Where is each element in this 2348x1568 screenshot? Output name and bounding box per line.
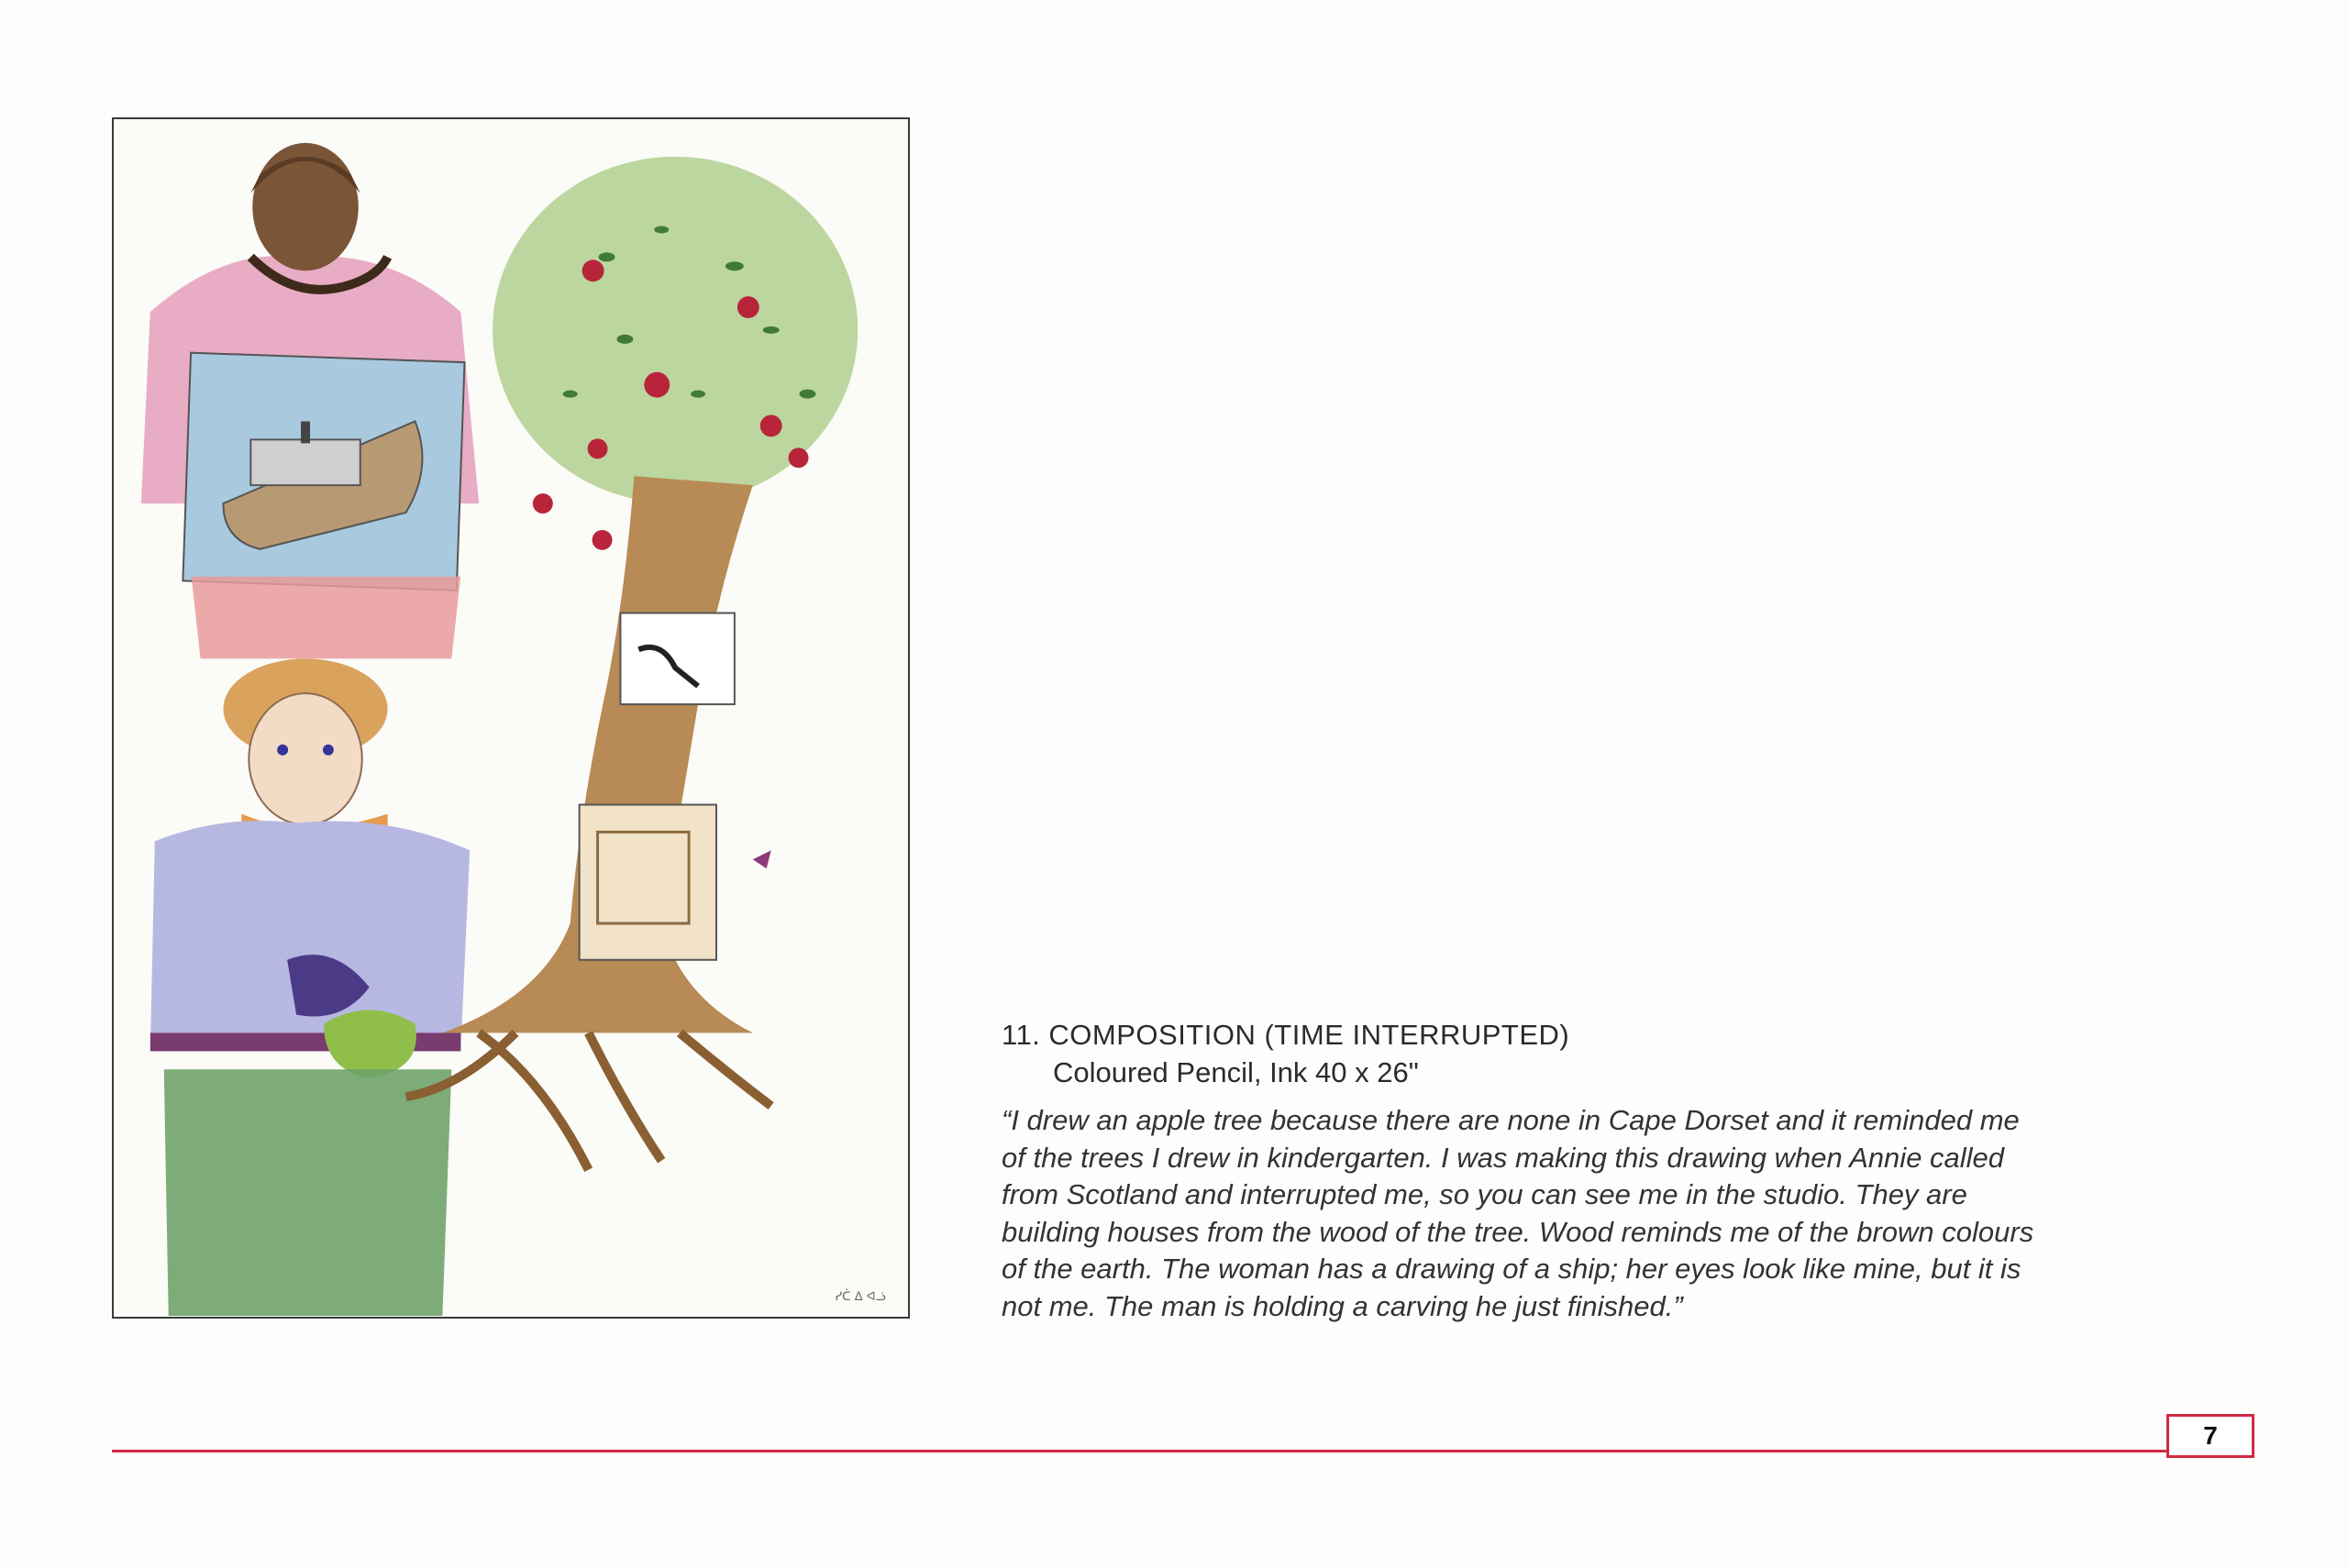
page-number: 7 [2166, 1414, 2254, 1458]
quote-line: from Scotland and interrupted me, so you can see me in the studio. They are [1002, 1178, 1967, 1210]
artist-quote [1002, 1102, 2176, 1325]
woman-figure [141, 143, 479, 658]
drawing-svg [114, 119, 908, 1317]
quote-line: building houses from the wood of the tree. Wood reminds me of the brown colours [1002, 1215, 2034, 1248]
artwork-illustration [112, 117, 910, 1319]
footer-rule [112, 1450, 2176, 1452]
quote-line: “I drew an apple tree because there are none in Cape Dorset and it reminded me [1002, 1104, 2020, 1136]
artwork-title: 11. COMPOSITION (TIME INTERRUPTED) [1002, 1019, 1570, 1051]
man-figure [150, 658, 470, 1316]
artwork-caption [1002, 1016, 2176, 1325]
artist-signature: ᓯᑖ ᐃ ᐊᓘ [835, 1290, 886, 1305]
artwork-medium: Coloured Pencil, Ink 40 x 26" [1053, 1056, 1419, 1088]
quote-line: not me. The man is holding a carving he just finished.” [1002, 1289, 1683, 1322]
quote-line: of the trees I drew in kindergarten. I was making this drawing when Annie called [1002, 1141, 2005, 1174]
apple-tree [406, 157, 858, 1170]
quote-line: of the earth. The woman has a drawing of a ship; her eyes look like mine, but it is [1002, 1253, 2021, 1285]
